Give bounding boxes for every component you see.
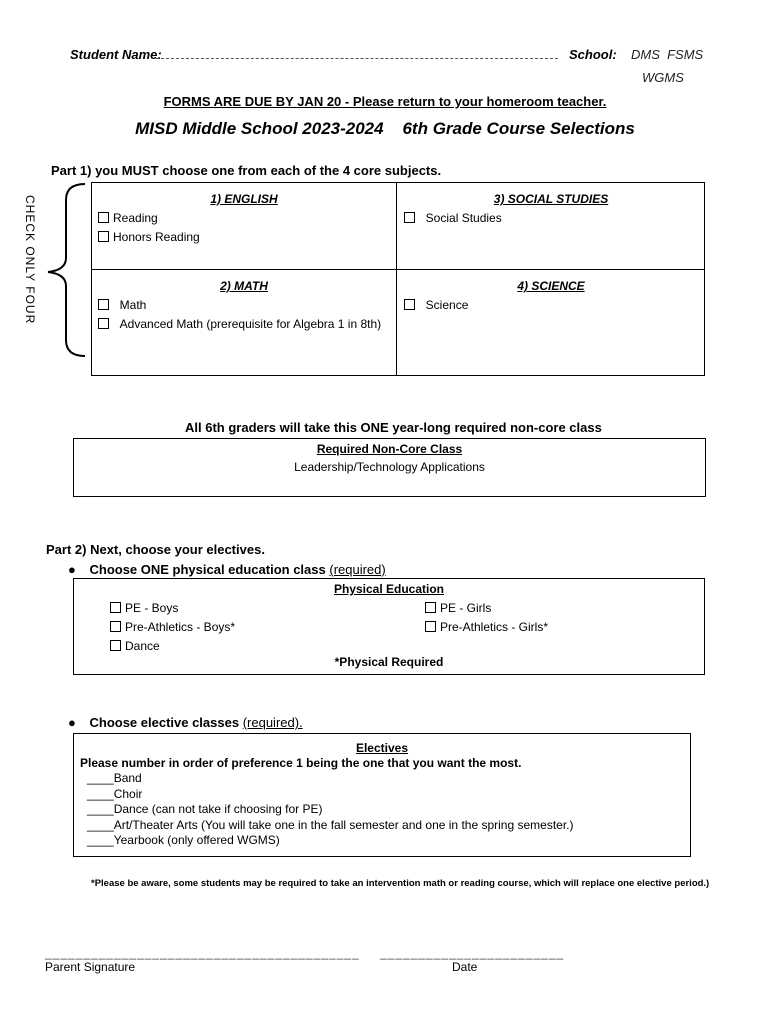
pe-box [73,578,705,675]
parent-signature-label: Parent Signature [45,960,136,974]
date-line[interactable]: ________________________ [380,946,565,960]
checkbox-icon[interactable] [98,318,109,329]
part2-heading: Part 2) Next, choose your electives. [46,542,265,557]
math-cell [92,271,396,375]
pe-option-dance[interactable]: Dance [110,637,235,656]
pe-option-boys[interactable]: PE - Boys [110,599,235,618]
checkbox-icon[interactable] [110,602,121,613]
social-studies-cell [398,184,704,269]
pe-option-pre-athletics-boys[interactable]: Pre-Athletics - Boys* [110,618,235,637]
checkbox-icon[interactable] [425,602,436,613]
english-title: 1) ENGLISH [210,192,278,206]
checkbox-icon[interactable] [425,621,436,632]
pe-right-options [425,599,548,637]
pe-bullet: ● Choose ONE physical education class (required) [68,562,386,577]
page-title: MISD Middle School 2023-2024 6th Grade Course Selections [135,119,635,138]
parent-signature-line[interactable]: _________________________________________ [45,946,360,960]
english-option-reading[interactable]: Reading [98,209,390,228]
elective-art-theater[interactable]: ____Art/Theater Arts (You will take one in the fall semester and one in the spring semester.) [87,817,574,832]
part1-heading: Part 1) you MUST choose one from each of the 4 core subjects. [51,163,442,178]
science-title: 4) SCIENCE [517,279,585,293]
pe-note: *Physical Required [334,655,444,669]
due-notice: FORMS ARE DUE BY JAN 20 - Please return to your homeroom teacher. [163,94,607,109]
science-option[interactable]: Science [404,296,698,315]
electives-box [73,733,691,857]
noncore-intro: All 6th graders will take this ONE year-long required non-core class [185,420,602,435]
elective-bullet: ● Choose elective classes (required). [68,715,303,730]
electives-title: Electives [355,741,409,755]
core-table-vdivider [396,182,397,376]
intervention-footnote: *Please be aware, some students may be required to take an intervention math or reading course, which will replace one elective period.) [91,878,710,889]
noncore-box-title: Required Non-Core Class [316,442,463,456]
science-cell [398,271,704,375]
check-only-four-label [21,195,41,345]
date-label: Date [452,960,478,974]
math-title: 2) MATH [220,279,268,293]
checkbox-icon[interactable] [404,299,415,310]
electives-list [87,771,690,849]
elective-choir[interactable]: ____Choir [87,786,143,801]
english-option-honors[interactable]: Honors Reading [98,228,390,247]
electives-instruction: Please number in order of preference 1 being the one that you want the most. [80,756,522,770]
elective-dance[interactable]: ____Dance (can not take if choosing for PE) [87,802,323,817]
school-options-line2: WGMS [642,70,684,85]
checkbox-icon[interactable] [98,299,109,310]
pe-box-title: Physical Education [333,582,445,596]
math-option-advanced[interactable]: Advanced Math (prerequisite for Algebra 1 in 8th) [98,315,390,334]
elective-band[interactable]: ____Band [87,771,142,785]
pe-left-options [110,599,235,656]
student-name-line[interactable] [156,58,558,59]
noncore-class: Leadership/Technology Applications [294,460,485,474]
checkbox-icon[interactable] [110,640,121,651]
core-table-hdivider [91,269,705,270]
school-options-line1: DMS FSMS [631,47,704,62]
noncore-box [73,438,706,497]
english-cell [92,184,396,269]
pe-option-girls[interactable]: PE - Girls [425,599,548,618]
pe-option-pre-athletics-girls[interactable]: Pre-Athletics - Girls* [425,618,548,637]
check-only-four-text: CHECK ONLY FOUR [23,195,37,325]
bullet-icon: ● [68,562,76,577]
elective-yearbook[interactable]: ____Yearbook (only offered WGMS) [87,833,280,848]
social-studies-title: 3) SOCIAL STUDIES [493,192,609,206]
brace-icon [40,180,90,360]
school-label: School: [569,47,617,62]
bullet-icon: ● [68,715,76,730]
student-name-label: Student Name: [70,47,162,62]
checkbox-icon[interactable] [404,212,415,223]
checkbox-icon[interactable] [98,231,109,242]
checkbox-icon[interactable] [110,621,121,632]
social-option[interactable]: Social Studies [404,209,698,228]
checkbox-icon[interactable] [98,212,109,223]
math-option-math[interactable]: Math [98,296,390,315]
